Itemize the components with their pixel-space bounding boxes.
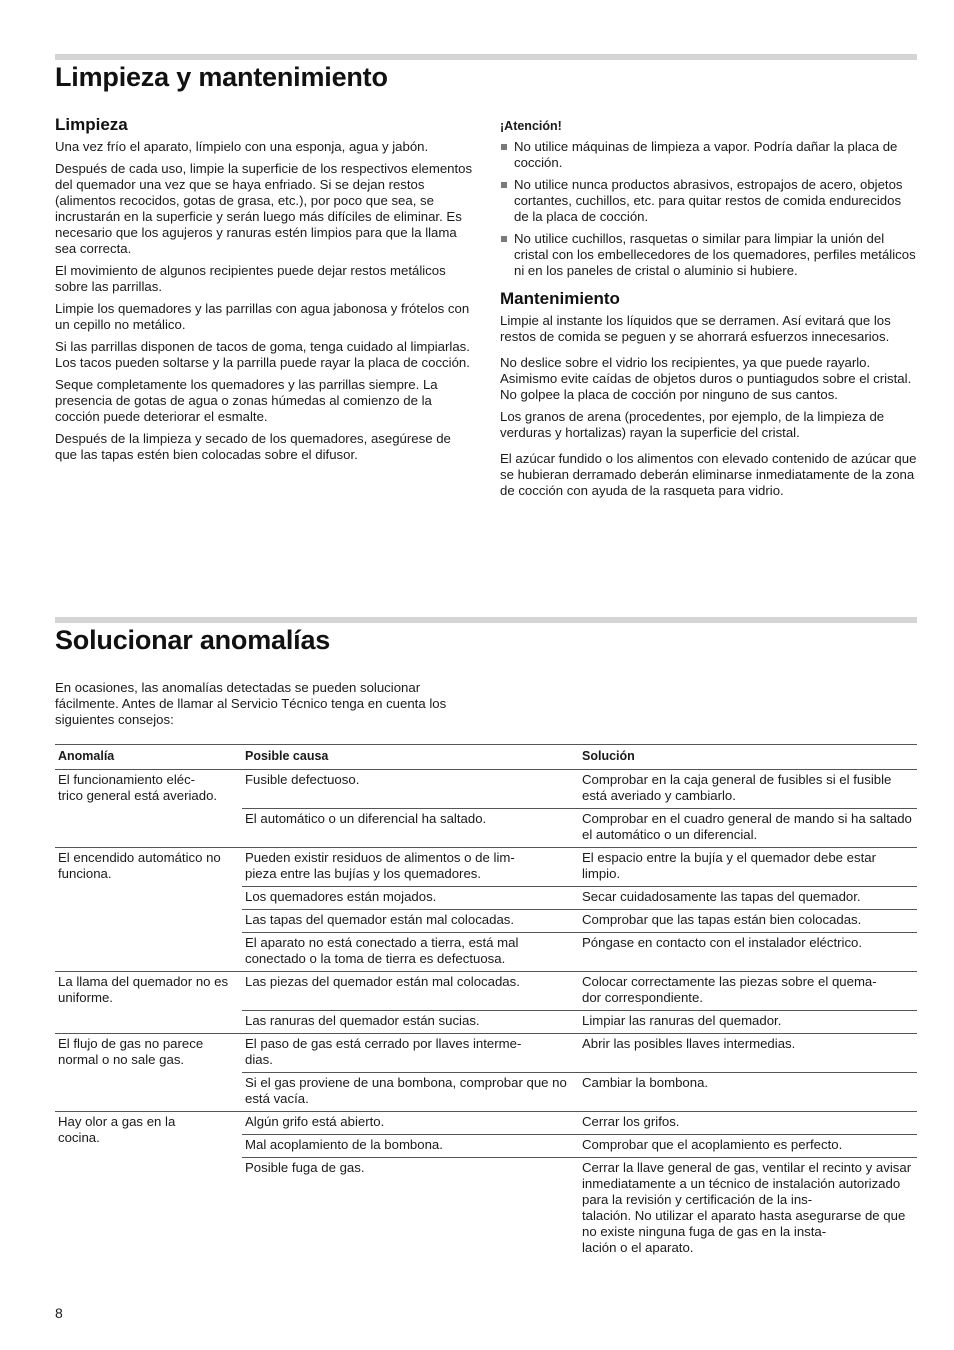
mantenimiento-paragraph: No deslice sobre el vidrio los recipientes, ya que puede rayarlo. Asimismo evite caídas de objetos duros o puntiagudos sobre el cristal. No golpee la placa de cocción por ninguno de sus cantos. <box>500 355 912 402</box>
mantenimiento-paragraph: Los granos de arena (procedentes, por ejemplo, de la limpieza de verduras y hortalizas) rayan la superficie del cristal. <box>500 409 885 440</box>
causa-cell: Pueden existir residuos de alimentos o de lim- pieza entre las bujías y los quemadores. <box>242 848 579 887</box>
section-title-limpieza-mantenimiento: Limpieza y mantenimiento <box>55 62 388 92</box>
page-number: 8 <box>55 1305 63 1321</box>
causa-cell: Las piezas del quemador están mal colocadas. <box>242 972 579 1011</box>
section-rule-top <box>55 54 917 60</box>
solucion-cell: El espacio entre la bujía y el quemador debe estar limpio. <box>579 848 917 887</box>
atencion-item: No utilice cuchillos, rasquetas o similar para limpiar la unión del cristal con los embellecedores de los quemadores, perfiles metálicos ni en los paneles de cristal o aluminio si hubiere. <box>500 231 918 279</box>
causa-cell: Las ranuras del quemador están sucias. <box>242 1011 579 1034</box>
limpieza-paragraph: Si las parrillas disponen de tacos de goma, tenga cuidado al limpiarlas. Los tacos pueden soltarse y la parrilla puede rayar la placa de cocción. <box>55 339 470 370</box>
solucion-cell: Póngase en contacto con el instalador eléctrico. <box>579 933 917 972</box>
solucion-cell: Comprobar en la caja general de fusibles si el fusible está averiado y cambiarlo. <box>579 770 917 809</box>
table-row <box>55 848 917 887</box>
solucion-cell: Cerrar los grifos. <box>579 1112 917 1135</box>
limpieza-paragraph: Una vez frío el aparato, límpielo con una esponja, agua y jabón. <box>55 139 429 154</box>
header-posible-causa: Posible causa <box>242 745 579 770</box>
solucion-cell: Colocar correctamente las piezas sobre el quema- dor correspondiente. <box>579 972 917 1011</box>
solucion-cell: Comprobar que el acoplamiento es perfecto. <box>579 1135 917 1158</box>
header-solucion: Solución <box>579 745 917 770</box>
section-title-solucionar-anomalias: Solucionar anomalías <box>55 625 331 655</box>
table-body <box>55 770 917 1261</box>
bullet-square-icon <box>501 182 507 188</box>
atencion-label: ¡Atención! <box>500 119 562 133</box>
causa-cell: Los quemadores están mojados. <box>242 887 579 910</box>
mantenimiento-paragraph: Limpie al instante los líquidos que se derramen. Así evitará que los restos de comida se peguen y se ahorrará esfuerzos innecesarios. <box>500 313 891 344</box>
right-column <box>500 118 918 505</box>
mantenimiento-paragraph: El azúcar fundido o los alimentos con elevado contenido de azúcar que se hubieran derramado deberán eliminarse inmediatamente de la zona de cocción con ayuda de la rasqueta para vidrio. <box>500 451 917 498</box>
section-rule-anomalias <box>55 617 917 623</box>
anomalia-cell: El encendido automático no funciona. <box>55 848 242 972</box>
causa-cell: El automático o un diferencial ha saltado. <box>242 809 579 848</box>
header-anomalia: Anomalía <box>55 745 242 770</box>
limpieza-paragraph: Limpie los quemadores y las parrillas con agua jabonosa y frótelos con un cepillo no metálico. <box>55 301 470 332</box>
limpieza-paragraph: Después de la limpieza y secado de los quemadores, asegúrese de que las tapas estén bien colocadas sobre el difusor. <box>55 431 451 462</box>
solucion-cell: Comprobar que las tapas están bien colocadas. <box>579 910 917 933</box>
bullet-square-icon <box>501 236 507 242</box>
limpieza-paragraph: Después de cada uso, limpie la superficie de los respectivos elementos del quemador una vez que se haya enfriado. Si se dejan restos (alimentos recocidos, gotas de grasa, etc.), por poco que sea, se incrustarán en la superficie y serán luego más difíciles de eliminar. Es necesario que los agujeros y ranuras estén limpios para que la llama sea correcta. <box>55 161 473 256</box>
limpieza-paragraph: Seque completamente los quemadores y las parrillas siempre. La presencia de gotas de agua o zonas húmedas al comienzo de la cocción puede deteriorar el esmalte. <box>55 377 438 424</box>
atencion-list <box>500 139 918 279</box>
causa-cell: Algún grifo está abierto. <box>242 1112 579 1135</box>
causa-cell: Mal acoplamiento de la bombona. <box>242 1135 579 1158</box>
anomalias-table <box>55 744 917 1260</box>
solucion-cell: Abrir las posibles llaves intermedias. <box>579 1034 917 1073</box>
limpieza-paragraph: El movimiento de algunos recipientes puede dejar restos metálicos sobre las parrillas. <box>55 263 446 294</box>
anomalia-cell: El funcionamiento eléc- trico general está averiado. <box>55 770 242 848</box>
atencion-item: No utilice nunca productos abrasivos, estropajos de acero, objetos cortantes, cuchillos, etc. para quitar restos de comida endurecidos de la placa de cocción. <box>500 177 918 225</box>
solucion-cell: Cambiar la bombona. <box>579 1073 917 1112</box>
mantenimiento-heading: Mantenimiento <box>500 289 620 308</box>
causa-cell: Posible fuga de gas. <box>242 1158 579 1261</box>
anomalia-cell: El flujo de gas no parece normal o no sale gas. <box>55 1034 242 1112</box>
table-row <box>55 770 917 809</box>
limpieza-heading: Limpieza <box>55 115 128 134</box>
bullet-square-icon <box>501 144 507 150</box>
anomalia-cell: La llama del quemador no es uniforme. <box>55 972 242 1034</box>
causa-cell: Fusible defectuoso. <box>242 770 579 809</box>
solucion-cell: Limpiar las ranuras del quemador. <box>579 1011 917 1034</box>
table-header-row <box>55 745 917 770</box>
limpieza-column <box>55 117 475 469</box>
causa-cell: Las tapas del quemador están mal colocadas. <box>242 910 579 933</box>
causa-cell: El aparato no está conectado a tierra, está mal conectado o la toma de tierra es defectuosa. <box>242 933 579 972</box>
anomalia-cell: Hay olor a gas en la cocina. <box>55 1112 242 1261</box>
table-row <box>55 1112 917 1135</box>
causa-cell: El paso de gas está cerrado por llaves interme- dias. <box>242 1034 579 1073</box>
anomalias-intro: En ocasiones, las anomalías detectadas se pueden solucionar fácilmente. Antes de llamar al Servicio Técnico tenga en cuenta los siguientes consejos: <box>55 680 447 727</box>
causa-cell: Si el gas proviene de una bombona, comprobar que no está vacía. <box>242 1073 579 1112</box>
solucion-cell: Cerrar la llave general de gas, ventilar el recinto y avisar inmediatamente a un técnico de instalación autorizado para la revisión y certificación de la ins- talación. No utilizar el aparato hasta asegurarse de que no existe ninguna fuga de gas en la insta- lación o el aparato. <box>579 1158 917 1261</box>
atencion-item: No utilice máquinas de limpieza a vapor. Podría dañar la placa de cocción. <box>500 139 918 171</box>
solucion-cell: Secar cuidadosamente las tapas del quemador. <box>579 887 917 910</box>
solucion-cell: Comprobar en el cuadro general de mando si ha saltado el automático o un diferencial. <box>579 809 917 848</box>
table-row <box>55 1034 917 1073</box>
table-row <box>55 972 917 1011</box>
